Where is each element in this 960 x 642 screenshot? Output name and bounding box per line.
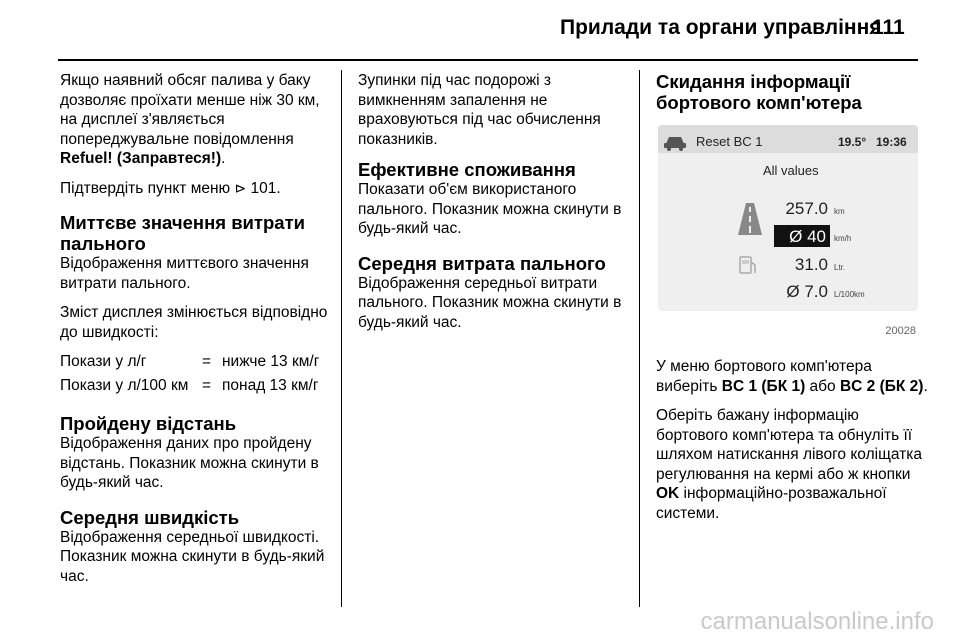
unit-average-speed: km/h [834, 234, 852, 243]
display-content [658, 125, 918, 311]
header-rule [58, 59, 918, 61]
distance-paragraph: Відображення даних про пройдену відстань. Показник можна скинути в будь-який час. [60, 435, 319, 491]
reset-instructions-paragraph: Оберіть бажану інформацію бортового комп'ютера та обнуліть її шляхом натискання лівого коліщатка регулювання на кермі або ж кнопки OK інформаційно-розважальної системи. [656, 407, 922, 522]
display-all-values: All values [763, 163, 819, 178]
road-icon [738, 203, 762, 235]
watermark: carmanualsonline.info [700, 608, 934, 635]
effective-paragraph: Показати об'єм використаного пального. Показник можна скинути в будь-який час. [358, 181, 622, 237]
heading-effective-consumption: Ефективне споживання [358, 159, 576, 180]
display-title: Reset BC 1 [696, 134, 763, 149]
heading-distance: Пройдену відстань [60, 413, 237, 434]
average-consumption-paragraph: Відображення середньої витрати пального. Показник можна скинути в будь-який час. [358, 274, 622, 331]
page-reference-arrow-icon: ⊳ [234, 179, 247, 196]
instant-paragraph-2: Зміст дисплея змінюється відповідно до швидкості: [60, 304, 328, 341]
heading-average-consumption: Середня витрата пального [358, 252, 606, 274]
value-average-consumption: Ø 7.0 [786, 282, 828, 301]
figure-number: 20028 [885, 324, 916, 337]
column-1 [60, 71, 332, 596]
refuel-paragraph: Якщо наявний обсяг палива у баку дозволяє проїхати менше ніж 30 км, на дисплеї з'являється попереджувальне повідомлення Refuel! (Заправтеся!). [60, 72, 320, 167]
refuel-message: Refuel! (Заправтеся!) [60, 150, 222, 167]
value-fuel-used: 31.0 [794, 255, 828, 274]
unit-fuel-used: Ltr. [834, 263, 846, 272]
heading-instant-consumption: Миттєве значення витрати пального [60, 212, 306, 254]
column-divider-2 [639, 70, 640, 607]
stops-paragraph: Зупинки під час подорожі з вимкненням запалення не враховуються під час обчислення показників. [358, 72, 601, 148]
select-bc-paragraph: У меню бортового комп'ютера виберіть BC 1 (БК 1) або BC 2 (БК 2). [656, 358, 928, 395]
table-row: Покази у л/г = нижче 13 км/г [60, 353, 320, 370]
display-temperature: 19.5° [838, 135, 867, 149]
page-header-title: Прилади та органи управління [560, 16, 882, 39]
unit-distance: km [834, 207, 845, 216]
instant-paragraph-1: Відображення миттєвого значення витрати пального. [60, 255, 309, 292]
display-screen [658, 125, 918, 311]
confirm-paragraph: Підтвердіть пункт меню ⊳ 101. [60, 179, 281, 197]
page-number: 111 [872, 16, 905, 39]
fuel-pump-icon [740, 257, 755, 273]
unit-average-consumption: L/100km [834, 290, 865, 299]
trip-computer-figure [656, 125, 928, 343]
display-time: 19:36 [876, 135, 907, 149]
heading-average-speed: Середня швидкість [60, 506, 240, 528]
column-3 [656, 71, 928, 533]
speed-paragraph: Відображення середньої швидкості. Показник можна скинути в будь-який час. [60, 528, 325, 585]
table-row: Покази у л/100 км = понад 13 км/г [60, 376, 319, 394]
column-divider-1 [341, 70, 342, 607]
value-average-speed: Ø 40 [789, 227, 826, 246]
column-2 [358, 71, 630, 342]
car-icon [664, 137, 686, 151]
value-distance: 257.0 [785, 199, 828, 218]
heading-reset-trip-computer: Скидання інформації бортового комп'ютера [656, 71, 862, 113]
